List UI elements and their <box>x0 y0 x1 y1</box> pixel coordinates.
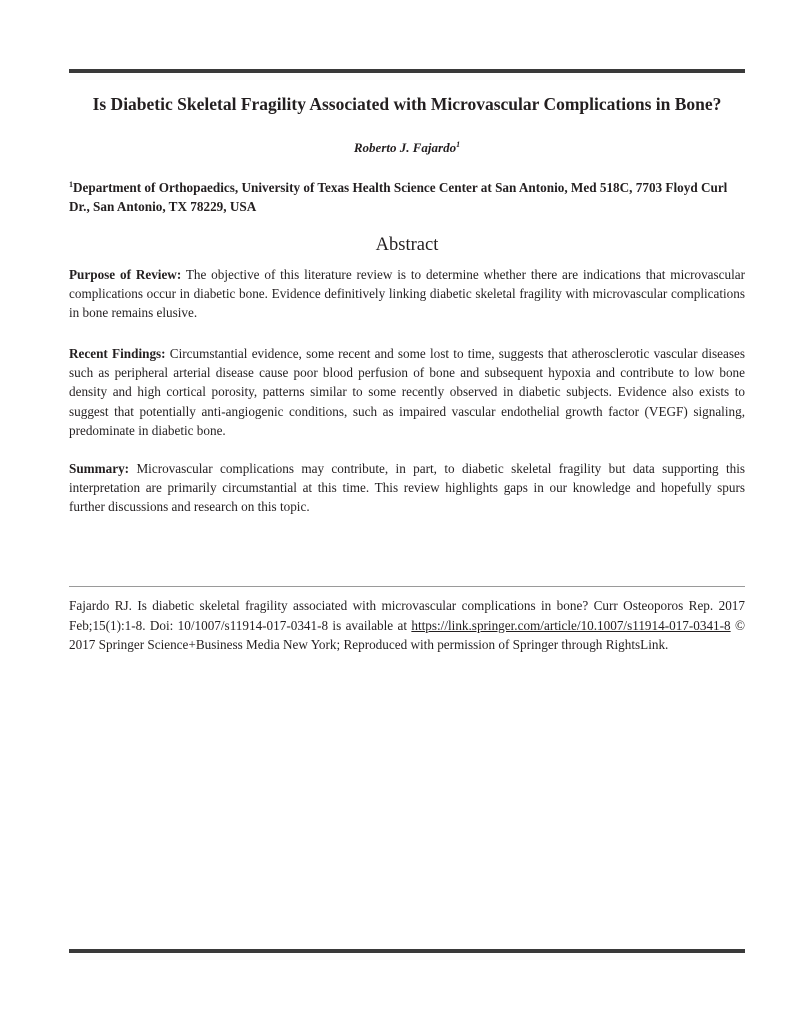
summary-text: Microvascular complications may contribute, in part, to diabetic skeletal fragility but data supporting this interpretation are primarily circumstantial at this time. This review highlights gaps in our knowledge and hopefully spurs further discussions and research on this topic. <box>69 461 745 515</box>
abstract-purpose <box>69 265 745 323</box>
affiliation <box>69 178 745 216</box>
abstract-heading: Abstract <box>375 235 439 255</box>
affiliation-superscript: 1 <box>69 180 73 189</box>
author-line <box>69 140 745 156</box>
summary-label: Summary: <box>69 461 130 476</box>
citation-divider <box>69 586 745 587</box>
paper-title: Is Diabetic Skeletal Fragility Associated with Microvascular Complications in Bone? <box>92 94 722 114</box>
purpose-text: The objective of this literature review is to determine whether there are indications that microvascular complications occur in diabetic bone. Evidence definitively linking diabetic skeletal fragility with microvascular complications in bone remains elusive. <box>69 267 745 321</box>
bottom-rule <box>69 949 745 953</box>
author-superscript: 1 <box>456 140 461 149</box>
abstract-findings <box>69 344 745 440</box>
abstract-summary <box>69 459 745 517</box>
citation <box>69 596 745 655</box>
citation-link[interactable]: https://link.springer.com/article/10.1007/s11914-017-0341-8 <box>411 617 731 633</box>
citation-text: Fajardo RJ. Is diabetic skeletal fragility associated with microvascular complications in bone? Curr Osteoporos Rep. 2017 Feb;15(1):1-8. Doi: 10/1007/s11914-017-0341-8 is available at <box>69 598 745 633</box>
findings-text: Circumstantial evidence, some recent and some lost to time, suggests that atherosclerotic vascular diseases such as peripheral arterial disease cause poor blood perfusion of bone and subsequent hypoxia and contribute to low bone density and high cortical porosity, patterns similar to some recently observed in diabetic subjects. Evidence also exists to suggest that potentially anti-angiogenic conditions, such as impaired vascular endothelial growth factor (VEGF) signaling, predominate in diabetic bone. <box>69 346 745 438</box>
top-rule <box>69 69 745 73</box>
citation-copyright: © 2017 Springer Science+Business Media New York; Reproduced with permission of Springer through RightsLink. <box>69 617 745 652</box>
purpose-label: Purpose of Review: <box>69 267 182 282</box>
findings-label: Recent Findings: <box>69 346 166 361</box>
affiliation-text: Department of Orthopaedics, University of Texas Health Science Center at San Antonio, Med 518C, 7703 Floyd Curl Dr., San Antonio, TX 78229, USA <box>69 180 728 214</box>
author-name: Roberto J. Fajardo <box>353 140 457 155</box>
